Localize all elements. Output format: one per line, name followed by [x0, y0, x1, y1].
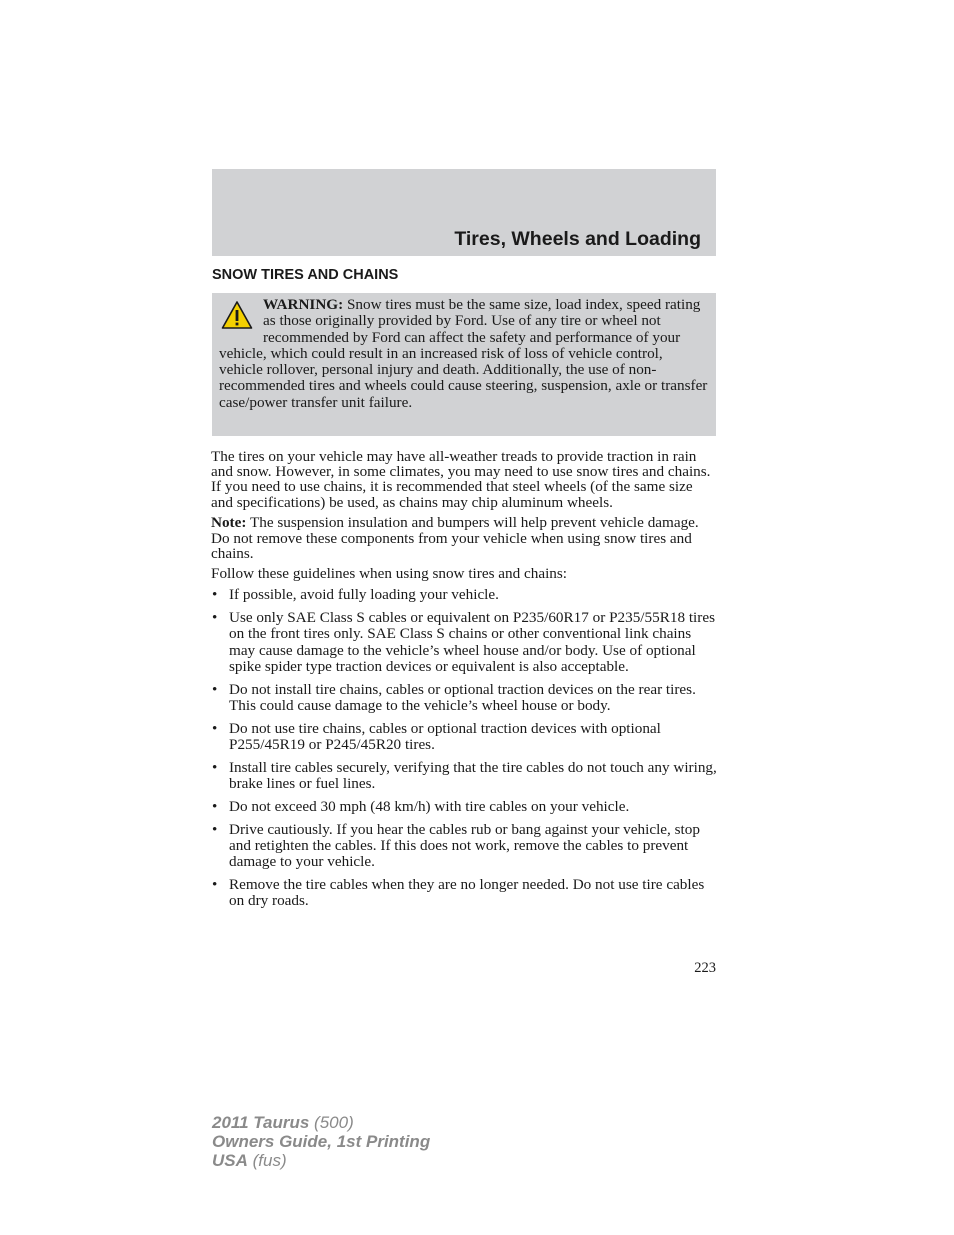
list-item	[211, 587, 717, 603]
chapter-header-band	[212, 169, 716, 256]
list-item	[211, 682, 717, 715]
bullet-icon: •	[212, 876, 218, 894]
footer-line-guide: Owners Guide, 1st Printing	[212, 1132, 431, 1151]
body-text	[211, 449, 717, 916]
list-item-text: Use only SAE Class S cables or equivalent on P235/60R17 or P235/55R18 tires on the front tires only. SAE Class S chains or other conventional link chains may cause damage to the vehicle’s wheel house and/or body. Use of optional spike spider type traction devices or equivalent is also acceptable.	[229, 608, 715, 675]
list-item	[211, 760, 717, 793]
list-item	[211, 799, 717, 815]
footer-line-model	[212, 1113, 430, 1132]
footer-market: USA	[212, 1151, 248, 1170]
list-item-text: Install tire cables securely, verifying that the tire cables do not touch any wiring, brake lines or fuel lines.	[229, 758, 717, 793]
footer-market-code: (fus)	[247, 1151, 287, 1170]
list-item-text: Drive cautiously. If you hear the cables rub or bang against your vehicle, stop and retighten the cables. If this does not work, remove the cables to prevent damage to your vehicle.	[229, 820, 700, 871]
bullet-icon: •	[212, 797, 218, 815]
intro-paragraph: The tires on your vehicle may have all-weather treads to provide traction in rain and snow. However, in some climates, you may need to use snow tires and chains. If you need to use chains, it is recommended that steel wheels (of the same size and specifications) be used, as chains may chip aluminum wheels.	[211, 448, 711, 511]
warning-label: WARNING:	[263, 296, 344, 313]
list-item-text: If possible, avoid fully loading your vehicle.	[229, 586, 499, 604]
list-item-text: Remove the tire cables when they are no longer needed. Do not use tire cables on dry roads.	[229, 876, 705, 910]
note-text: The suspension insulation and bumpers will help prevent vehicle damage. Do not remove these components from your vehicle when using snow tires and chains.	[211, 514, 699, 562]
list-item-text: Do not exceed 30 mph (48 km/h) with tire cables on your vehicle.	[229, 797, 630, 815]
footer-edition-info	[212, 1113, 430, 1170]
section-title: SNOW TIRES AND CHAINS	[212, 267, 399, 283]
bullet-icon: •	[212, 719, 218, 737]
warning-triangle-icon	[221, 300, 253, 334]
note-paragraph	[211, 515, 717, 561]
bullet-icon: •	[212, 680, 218, 698]
guidelines-list	[211, 587, 717, 910]
bullet-icon: •	[212, 608, 218, 626]
guidelines-intro: Follow these guidelines when using snow tires and chains:	[211, 565, 568, 583]
list-item-text: Do not install tire chains, cables or optional traction devices on the rear tires. This could cause damage to the vehicle’s wheel house or body.	[229, 680, 696, 714]
bullet-icon: •	[212, 820, 218, 838]
list-item	[211, 610, 717, 675]
bullet-icon: •	[212, 586, 218, 604]
list-item-text: Do not use tire chains, cables or optional traction devices with optional P255/45R19 or P245/45R20 tires.	[229, 719, 661, 753]
footer-model-code: (500)	[309, 1113, 354, 1132]
chapter-title: Tires, Wheels and Loading	[454, 228, 701, 250]
list-item	[211, 877, 717, 910]
warning-text: Snow tires must be the same size, load index, speed rating as those originally provided by Ford. Use of any tire or wheel not recommended by Ford can affect the safety and performance of your vehicle, which could result in an increased risk of loss of vehicle control, vehicle rollover, personal injury and death. Additionally, the use of non-recommended tires and wheels could cause steering, suspension, axle or transfer case/power transfer unit failure.	[219, 296, 708, 411]
warning-box	[212, 293, 716, 436]
footer-model: 2011 Taurus	[212, 1113, 310, 1132]
page-number: 223	[694, 960, 716, 976]
note-label: Note:	[211, 514, 247, 532]
list-item	[211, 822, 717, 871]
bullet-icon: •	[212, 758, 218, 776]
list-item	[211, 721, 717, 754]
footer-line-market	[212, 1151, 430, 1170]
